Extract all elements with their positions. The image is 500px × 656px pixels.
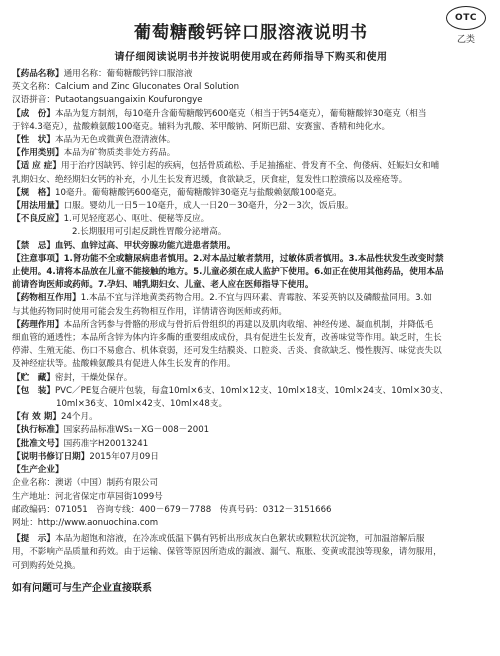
label-storage: 【贮 藏】 [12, 372, 55, 383]
label-drug-name: 【药品名称】 [12, 69, 64, 79]
section-manufacturer [12, 464, 490, 477]
section-category [12, 147, 490, 160]
tip-line-3: 可到购药处兑换。 [12, 560, 81, 571]
section-drug-name [12, 68, 490, 81]
composition-line-1: 本品为复方制剂，每10毫升含葡萄糖酸钙600毫克（相当于钙54毫克），葡萄糖酸锌30毫克（相当 [54, 108, 427, 119]
adverse-line-2: 2.长期服用可引起反跳性胃酸分泌增高。 [72, 227, 227, 238]
tip-line-2: 用，不影响产品质量和药效。由于运输、保管等原因所造成的漏液、漏气、瓶胀、变黄或混浊等现象，请勿服用， [12, 547, 442, 558]
validity-text: 24个月。 [60, 412, 98, 423]
package-line-2: 10ml×36支、10ml×42支、10ml×48支。 [56, 399, 228, 410]
label-approval: 【批准文号】 [12, 438, 64, 449]
section-tip [12, 533, 490, 546]
manufacturer-website: 网址：http://www.aonuochina.com [12, 517, 159, 528]
section-character [12, 134, 490, 147]
label-pharmacology: 【药理作用】 [12, 319, 64, 330]
section-dosage [12, 200, 490, 213]
composition-line-2: 于锌4.3毫克），盐酸赖氨酸100毫克。辅料为乳酸、苯甲酸钠、阿斯巴甜、安赛蜜、香精和纯化水。 [12, 121, 391, 132]
indications-line-1: 用于治疗因缺钙、锌引起的疾病，包括骨质疏松、手足抽搐症、骨发育不全、佝偻病、妊娠妇女和哺 [60, 161, 440, 172]
indications-line-2: 乳期妇女、绝经期妇女钙的补充，小儿生长发育迟缓，食欲缺乏，厌食症，复发性口腔溃疡以及痤疮等。 [12, 174, 408, 185]
label-package: 【包 装】 [12, 385, 55, 396]
approval-text: 国药准字H20013241 [63, 438, 149, 449]
adverse-line-1: 1.可见轻度恶心、呕吐、便秘等反应。 [63, 214, 210, 225]
precautions-line-3: 前请咨询医师或药师。7.孕妇、哺乳期妇女、儿童、老人应在医师指导下使用。 [12, 280, 314, 291]
revision-text: 2015年07月09日 [89, 451, 159, 462]
leaflet-body [12, 68, 490, 573]
pharmacology-line-2: 细血管的通透性；本品所含锌为体内许多酶的重要组成成份，具有促进生长发育，改善味觉等作用。缺乏时，生长 [12, 333, 442, 344]
section-storage [12, 372, 490, 385]
common-name: 通用名称：葡萄糖酸钙锌口服溶液 [63, 69, 193, 79]
section-pharmacology [12, 319, 490, 332]
dosage-text: 口服。婴幼儿一日5－10毫升，成人一日20－30毫升，分2－3次，饭后服。 [63, 201, 354, 212]
manufacturer-company: 企业名称：澳诺（中国）制药有限公司 [12, 478, 159, 489]
interactions-line-2: 与其他药物同时使用可能会发生药物相互作用，详情请咨询医师或药师。 [12, 306, 288, 317]
manufacturer-address: 生产地址：河北省保定市草园街1099号 [12, 491, 163, 502]
section-validity [12, 411, 490, 424]
label-dosage: 【用法用量】 [12, 201, 64, 212]
category-text: 本品为矿物质类非处方药品。 [63, 148, 176, 159]
otc-mark [446, 6, 486, 45]
english-name: 英文名称：Calcium and Zinc Gluconates Oral Solution [12, 82, 240, 93]
section-specification [12, 187, 490, 200]
section-interactions [12, 292, 490, 305]
pinyin-name: 汉语拼音：Putaotangsuangaixin Koufurongye [12, 95, 203, 106]
label-category: 【作用类别】 [12, 148, 64, 159]
section-standard [12, 424, 490, 437]
document-title: 葡萄糖酸钙锌口服溶液说明书 [134, 23, 368, 43]
label-standard: 【执行标准】 [12, 425, 64, 436]
label-character: 【性 状】 [12, 135, 55, 146]
storage-text: 密封，干燥处保存。 [54, 372, 133, 383]
label-composition: 【成 份】 [12, 108, 55, 119]
contact-note: 如有问题可与生产企业直接联系 [12, 582, 152, 594]
pharmacology-line-1: 本品所含钙参与骨骼的形成与骨折后骨组织的再建以及肌肉收缩、神经传递、凝血机制，并降低毛 [63, 319, 434, 330]
manufacturer-contact: 邮政编码：071051 咨询专线：400－679－7788 传真号码：0312－3151666 [12, 504, 332, 515]
otc-badge: OTC [446, 6, 486, 30]
otc-class: 乙类 [456, 35, 475, 45]
label-precautions: 【注意事项】 [12, 253, 64, 264]
pharmacology-line-3: 停滞、生殖无能、伤口不易愈合、机体衰弱，还可发生结膜炎、口腔炎、舌炎、食欲缺乏、慢性腹泻、味觉丧失以 [12, 346, 442, 357]
label-manufacturer: 【生产企业】 [12, 465, 64, 476]
interactions-line-1: 1.本品不宜与洋地黄类药物合用。2.不宜与四环素、青霉胺、苯妥英钠以及磷酸盐同用。3.如 [80, 293, 432, 304]
contraindications-text: 血钙、血锌过高、甲状旁腺功能亢进患者禁用。 [54, 240, 236, 251]
label-tip: 【提 示】 [12, 534, 55, 545]
label-interactions: 【药物相互作用】 [12, 293, 81, 304]
precautions-line-2: 止使用。4.请将本品放在儿童不能接触的地方。5.儿童必须在成人监护下使用。6.如正在使用其他药品，使用本品 [12, 267, 444, 278]
pharmacology-line-4: 及神经症状等。盐酸赖氨酸具有促进人体生长发育的作用。 [12, 359, 236, 370]
section-indications [12, 160, 490, 173]
label-revision: 【说明书修订日期】 [12, 451, 90, 462]
section-composition [12, 108, 490, 121]
package-line-1: PVC／PE复合硬片包装，每盒10ml×6支、10ml×12支、10ml×18支、10ml×24支、10ml×30支、 [54, 385, 449, 396]
standard-text: 国家药品标准WS₁－XG－008－2001 [63, 425, 210, 436]
character-text: 本品为无色或微黄色澄清液体。 [54, 135, 176, 146]
tip-line-1: 本品为超饱和溶液，在冷冻或低温下偶有钙析出形成灰白色絮状或颗粒状沉淀物，可加温溶解后服 [54, 534, 425, 545]
label-indications: 【适 应 症】 [12, 161, 61, 172]
section-contraindications [12, 240, 490, 253]
precautions-line-1: 1.肾功能不全或糖尿病患者慎用。2.对本品过敏者禁用，过敏体质者慎用。3.本品性状发生改变时禁 [63, 253, 444, 264]
section-revision [12, 451, 490, 464]
section-approval [12, 438, 490, 451]
section-package [12, 385, 490, 398]
label-validity: 【有 效 期】 [12, 412, 61, 423]
specification-text: 10毫升。葡萄糖酸钙600毫克，葡萄糖酸锌30毫克与盐酸赖氨酸100毫克。 [54, 187, 342, 198]
label-specification: 【规 格】 [12, 187, 55, 198]
label-contraindications: 【禁 忌】 [12, 240, 55, 251]
label-adverse: 【不良反应】 [12, 214, 64, 225]
section-adverse [12, 213, 490, 226]
document-subtitle: 请仔细阅读说明书并按说明使用或在药师指导下购买和使用 [114, 52, 388, 63]
section-precautions [12, 253, 490, 266]
